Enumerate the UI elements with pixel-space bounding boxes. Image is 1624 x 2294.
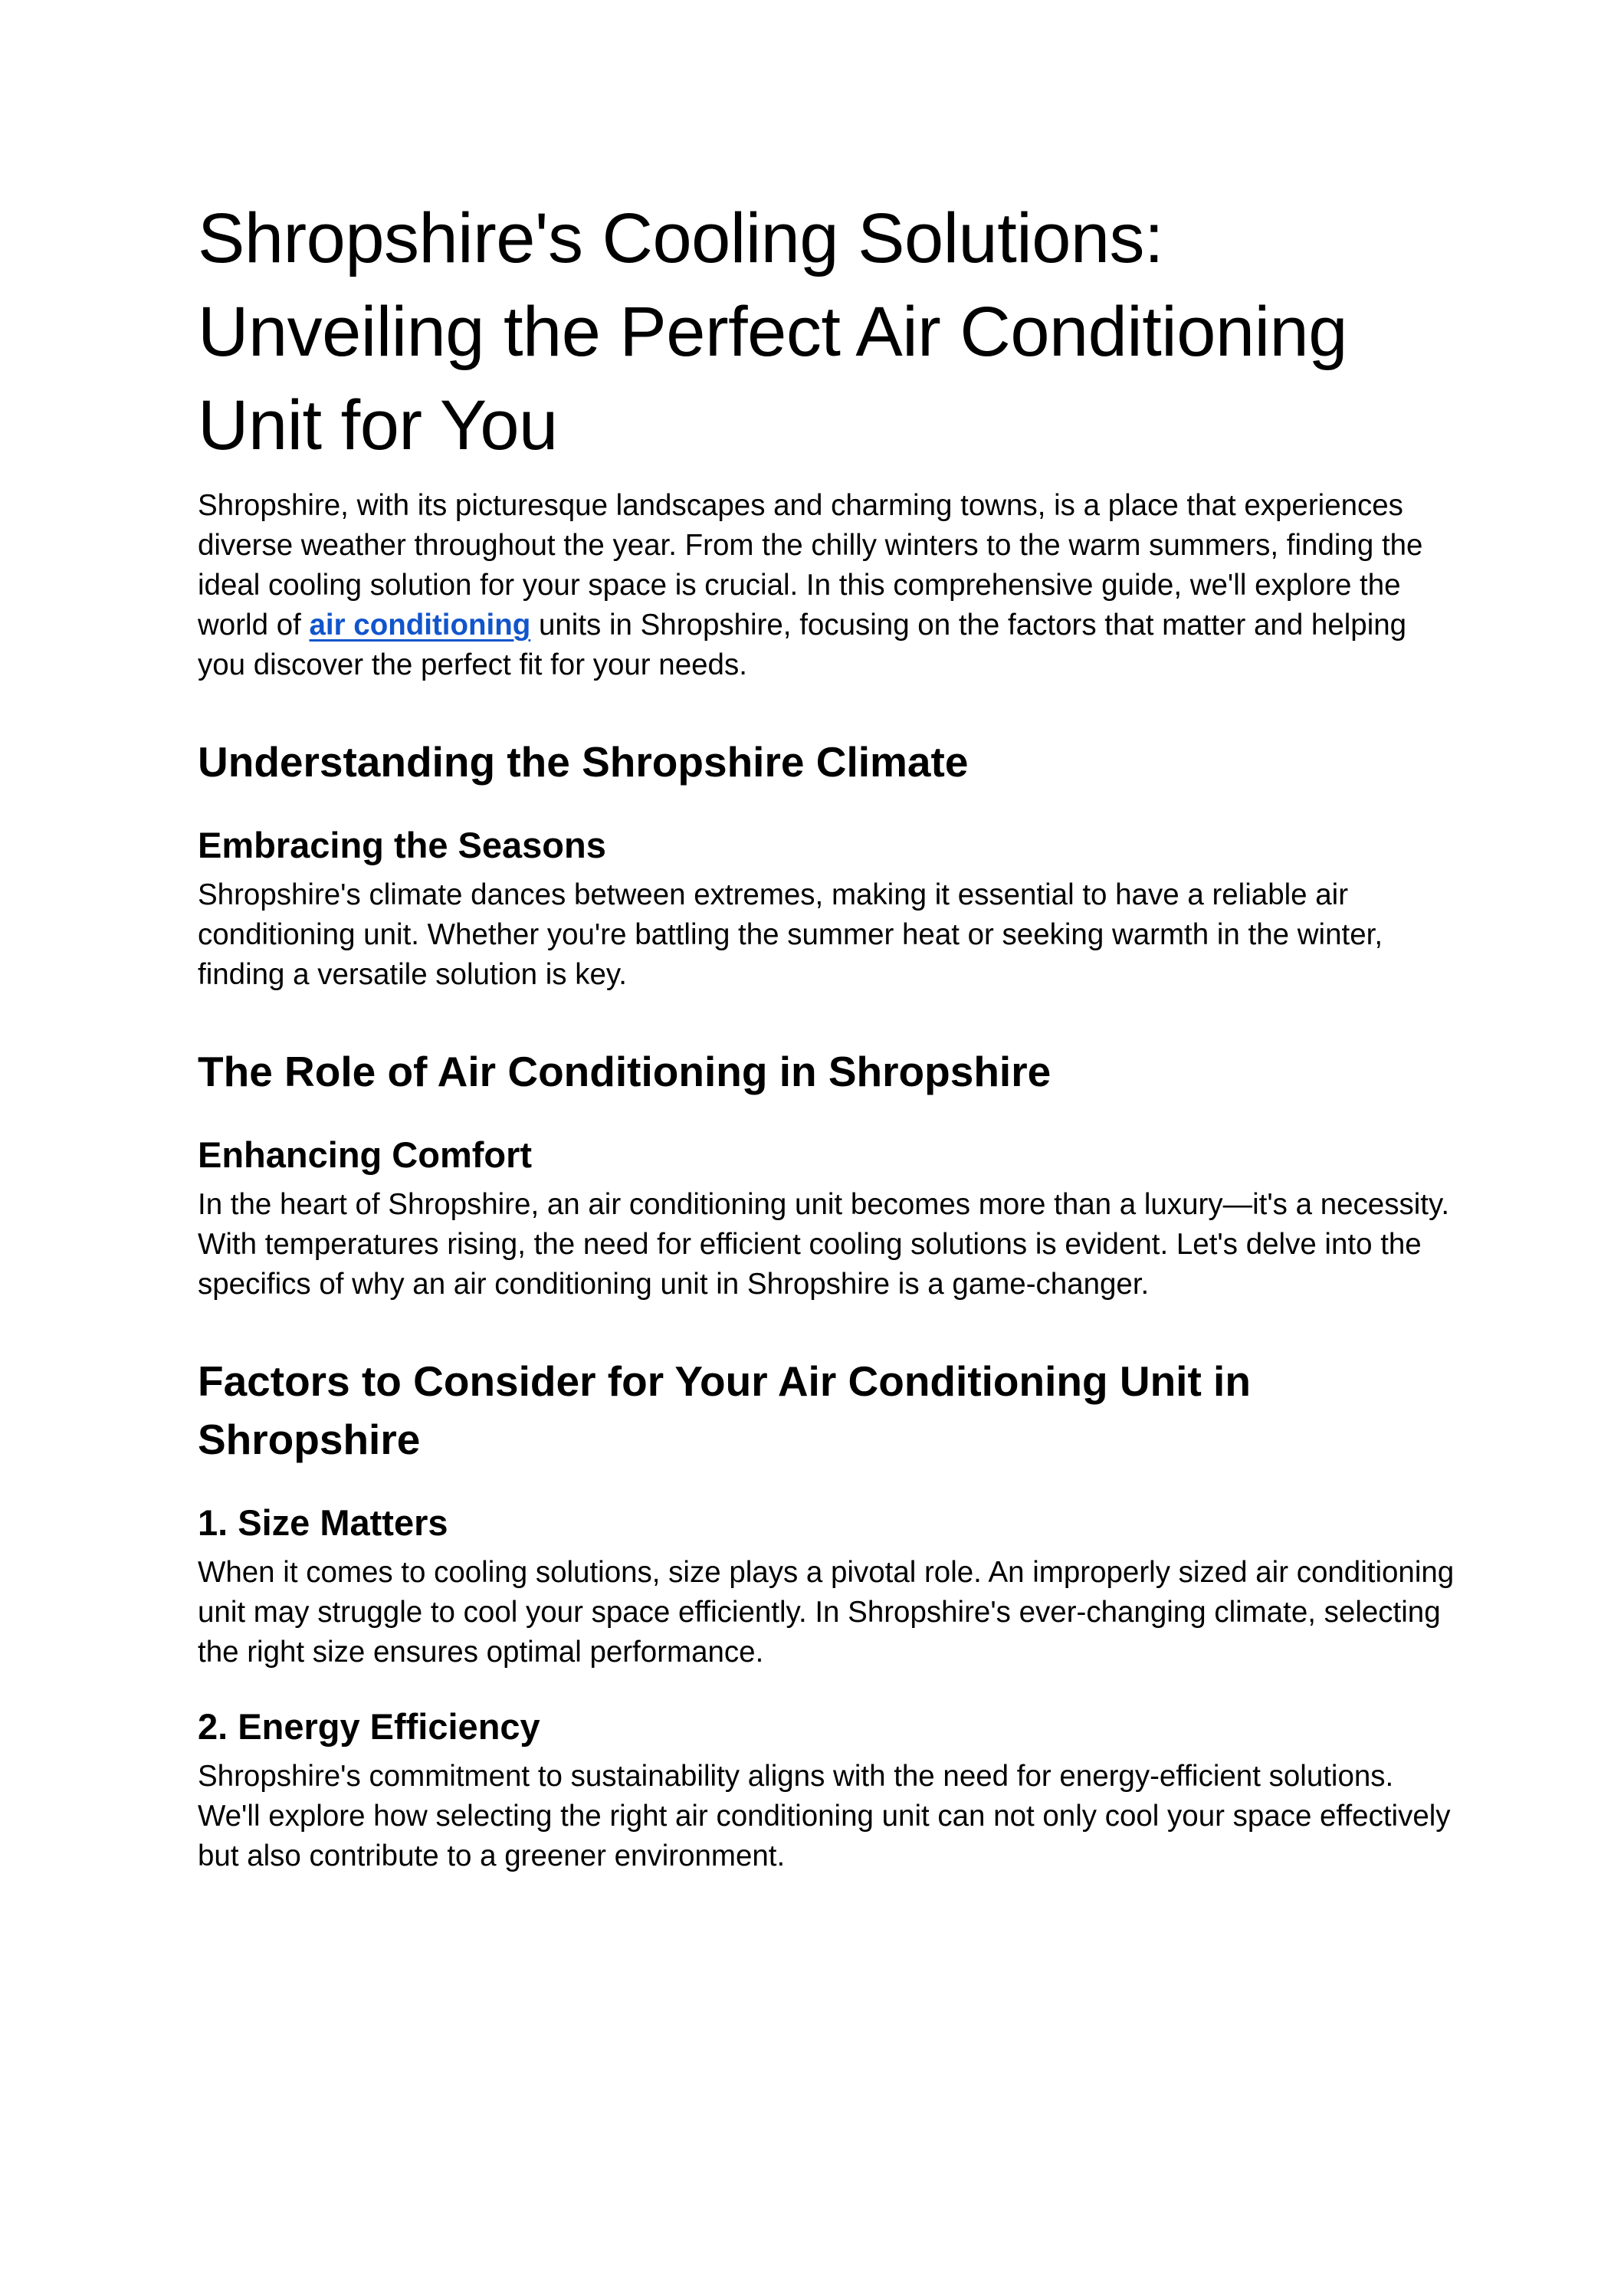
section-heading-role: The Role of Air Conditioning in Shropshire — [198, 1048, 1051, 1095]
paragraph-size-matters: When it comes to cooling solutions, size plays a pivotal role. An improperly sized air conditioning unit may struggle to cool your space efficiently. In Shropshire's ever-changing climate, selecting the right size ensures optimal performance. — [198, 1556, 1455, 1669]
section-heading-factors: Factors to Consider for Your Air Conditioning Unit in Shropshire — [198, 1357, 1251, 1463]
subheading-embracing-seasons: Embracing the Seasons — [198, 825, 606, 865]
subheading-energy-efficiency: 2. Energy Efficiency — [198, 1706, 540, 1747]
paragraph-enhancing-comfort: In the heart of Shropshire, an air conditioning unit becomes more than a luxury—it's a necessity. With temperatures rising, the need for efficient cooling solutions is evident. Let's delve into the specifics of why an air conditioning unit in Shropshire is a game-changer. — [198, 1188, 1450, 1301]
paragraph-embracing-seasons: Shropshire's climate dances between extremes, making it essential to have a reliable air conditioning unit. Whether you're battling the summer heat or seeking warmth in the winter, finding a versatile solution is key. — [198, 878, 1383, 991]
page-title: Shropshire's Cooling Solutions: Unveiling the Perfect Air Conditioning Unit for You — [198, 199, 1347, 464]
intro-text-after-link: units in Shropshire, focusing on the factors that matter and helping you discover the perfect fit for your needs. — [198, 609, 1407, 681]
document-page — [198, 192, 1455, 1876]
subheading-enhancing-comfort: Enhancing Comfort — [198, 1134, 533, 1175]
intro-paragraph — [198, 486, 1455, 685]
air-conditioning-link[interactable]: air conditioning — [309, 609, 531, 642]
subheading-size-matters: 1. Size Matters — [198, 1502, 448, 1543]
paragraph-energy-efficiency: Shropshire's commitment to sustainability aligns with the need for energy-efficient solutions. We'll explore how selecting the right air conditioning unit can not only cool your space effectively but also contribute to a greener environment. — [198, 1760, 1451, 1872]
intro-text-before-link: Shropshire, with its picturesque landscapes and charming towns, is a place that experiences diverse weather throughout the year. From the chilly winters to the warm summers, finding the ideal cooling solution for your space is crucial. In this comprehensive guide, we'll explore the world of — [198, 489, 1423, 642]
section-heading-climate: Understanding the Shropshire Climate — [198, 738, 969, 786]
